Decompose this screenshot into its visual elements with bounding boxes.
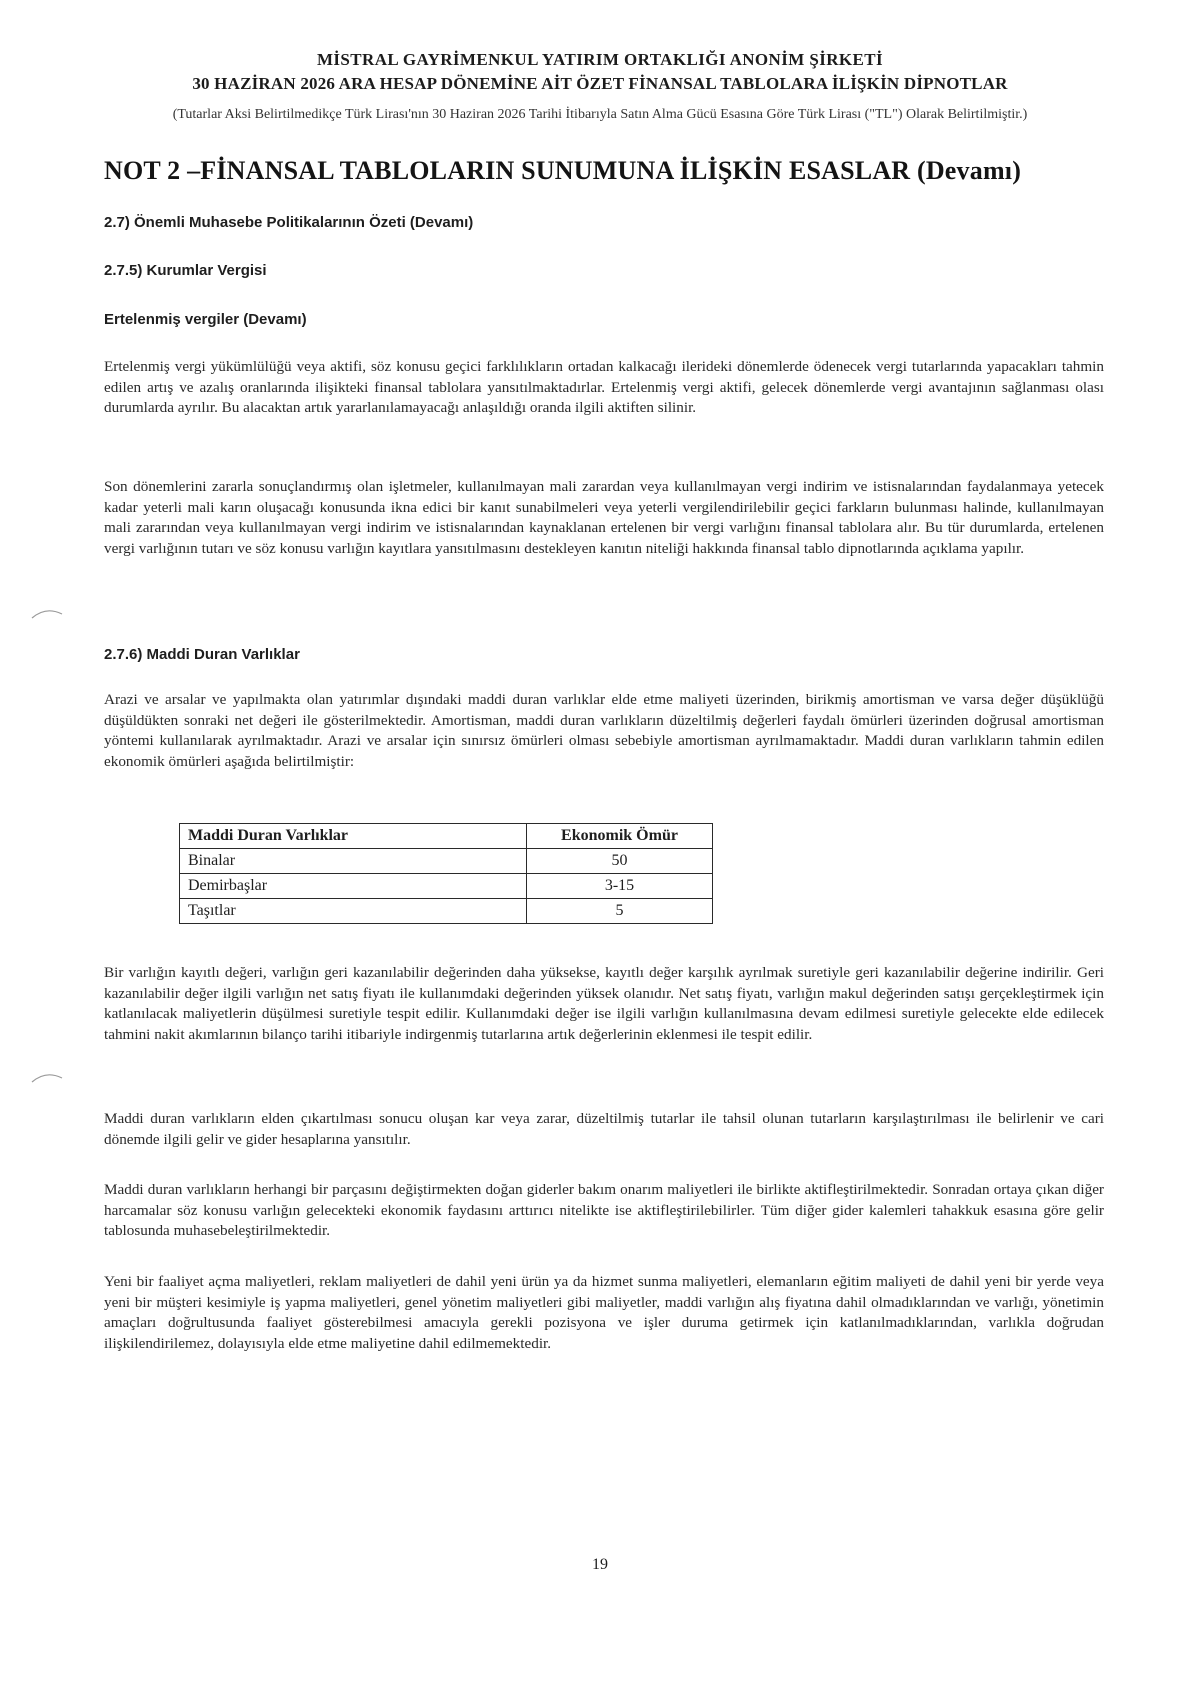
- useful-life-cell: 3-15: [527, 874, 713, 899]
- column-header-asset: Maddi Duran Varlıklar: [180, 824, 527, 849]
- section-heading-2-7: 2.7) Önemli Muhasebe Politikalarının Özeti (Devamı): [104, 214, 474, 231]
- paragraph-deferred-tax-1: Ertelenmiş vergi yükümlülüğü veya aktifi, söz konusu geçici farklılıkların ortadan kalkacağı ilerideki dönemlerde ödenecek vergi tutarlarında yapacakları tahmin edilen artış ve azalış oranlarında ilişikteki finansal tablolara yansıtılmaktadırlar. Ertelenmiş vergi aktifi, gelecek dönemlerde vergi avantajının sağlanması olası durumlarda ayrılır. Bu alacaktan artık yararlanılamayacağı anlaşıldığı oranda ilgili aktiften silinir.: [104, 358, 1104, 417]
- report-subtitle: 30 HAZİRAN 2026 ARA HESAP DÖNEMİNE AİT ÖZET FİNANSAL TABLOLARA İLİŞKİN DİPNOTLAR: [192, 74, 1008, 93]
- paragraph-excluded-costs: Yeni bir faaliyet açma maliyetleri, reklam maliyetleri de dahil yeni ürün ya da hizmet sunma maliyetleri, elemanların eğitim maliyeti de dahil yeni bir yerde veya yeni bir müşteri kesimiyle iş yapma maliyetleri, genel yönetim maliyetleri gibi maliyetler, maddi varlığın alış fiyatına dahil olmadıklarından ve varlığı, yönetimin amaçları doğrultusunda faaliyet gösterebilmesi amacıyla gerekli pozisyona ve işler duruma getirmek için katlanılmadıklarından, varlıkla doğrudan ilişkilendirilemez, dolayısıyla elde etme maliyetine dahil edilmemektedir.: [104, 1273, 1104, 1352]
- useful-life-cell: 50: [527, 849, 713, 874]
- paragraph-disposal: Maddi duran varlıkların elden çıkartılması sonucu oluşan kar veya zarar, düzeltilmiş tutarlar ile tahsil olunan tutarların karşılaştırılması ile belirlenir ve cari dönemde ilgili gelir ve gider hesaplarına yansıtılır.: [104, 1110, 1104, 1148]
- useful-life-cell: 5: [527, 899, 713, 924]
- section-heading-2-7-6: 2.7.6) Maddi Duran Varlıklar: [104, 646, 300, 663]
- paragraph-deferred-tax-2: Son dönemlerini zararla sonuçlandırmış olan işletmeler, kullanılmayan mali zarardan veya kullanılmayan vergi indirim ve istisnalarından faydalanmaya yetecek kadar yeterli mali karın oluşacağı konusunda ikna edici bir kanıt sunabilmeleri veya yeterli vergilendirilebilir geçici farkların bulunması halinde, kullanılmayan mali zararından veya kullanılmayan vergi indirim ve istisnalarından kaynaklanan ertelenen bir vergi varlığını finansal tablolara alır. Bu tür durumlarda, ertelenen vergi varlığının tutarı ve söz konusu varlığın kayıtlara yansıtılmasını destekleyen kanıtın niteliği hakkında finansal tablo dipnotlarında açıklama yapılır.: [104, 478, 1104, 557]
- scan-mark-icon: [30, 1070, 64, 1084]
- scan-mark-icon: [30, 606, 64, 620]
- note-title: NOT 2 –FİNANSAL TABLOLARIN SUNUMUNA İLİŞKİN ESASLAR (Devamı): [104, 156, 1022, 185]
- section-heading-2-7-5: 2.7.5) Kurumlar Vergisi: [104, 262, 267, 279]
- paragraph-tangible-assets-1: Arazi ve arsalar ve yapılmakta olan yatırımlar dışındaki maddi duran varlıklar elde etme maliyeti üzerinden, birikmiş amortisman ve varsa değer düşüklüğü düşüldükten sonraki net değeri ile gösterilmektedir. Amortisman, maddi duran varlıkların düzeltilmiş değerleri faydalı ömürleri üzerinden doğrusal amortisman yöntemi kullanılarak ayrılmaktadır. Arazi ve arsalar için sınırsız ömürleri olması sebebiyle amortisman ayrılmamaktadır. Maddi duran varlıkların tahmin edilen ekonomik ömürleri aşağıda belirtilmiştir:: [104, 691, 1104, 770]
- page-number: 19: [592, 1556, 608, 1573]
- company-name: MİSTRAL GAYRİMENKUL YATIRIM ORTAKLIĞI ANONİM ŞİRKETİ: [316, 50, 884, 69]
- asset-name-cell: Demirbaşlar: [180, 874, 527, 899]
- paragraph-impairment: Bir varlığın kayıtlı değeri, varlığın geri kazanılabilir değerinden daha yüksekse, kayıtlı değer karşılık ayrılmak suretiyle geri kazanılabilir değerine indirilir. Geri kazanılabilir değer ilgili varlığın net satış fiyatı ile kullanımdaki değerinden yüksek olanıdır. Net satış fiyatı, varlığın makul değerinden satışı gerçekleştirmek için katlanılacak maliyetlerin düşülmesi suretiyle tespit edilir. Kullanımdaki değer ise ilgili varlığın kullanılmasına devam edilmesi suretiyle gelecekte elde edilecek tahmini nakit akımlarının bilanço tarihi itibariyle indirgenmiş tutarlarına artık değerlerinin eklenmesi ile tespit edilir.: [104, 964, 1104, 1043]
- table-header-row: [180, 824, 713, 849]
- column-header-useful-life: Ekonomik Ömür: [527, 824, 713, 849]
- asset-name-cell: Binalar: [180, 849, 527, 874]
- table-row: [180, 899, 713, 924]
- paragraph-capitalization: Maddi duran varlıkların herhangi bir parçasını değiştirmekten doğan giderler bakım onarım maliyetleri ile birlikte aktifleştirilmektedir. Sonradan ortaya çıkan diğer harcamalar söz konusu varlığın gelecekteki ekonomik faydasını arttırıcı nitelikte ise aktifleştirilebilirler. Tüm diğer gider kalemleri tahakkuk esasına göre gelir tablosunda muhasebeleştirilmektedir.: [104, 1181, 1104, 1240]
- currency-note: (Tutarlar Aksi Belirtilmedikçe Türk Lirası'nın 30 Haziran 2026 Tarihi İtibarıyla Satın Alma Gücü Esasına Göre Türk Lirası ("TL") Olarak Belirtilmiştir.): [172, 107, 1028, 122]
- asset-name-cell: Taşıtlar: [180, 899, 527, 924]
- table-row: [180, 874, 713, 899]
- useful-life-table: [179, 823, 713, 924]
- table-row: [180, 849, 713, 874]
- subsection-heading-deferred-taxes: Ertelenmiş vergiler (Devamı): [104, 311, 307, 328]
